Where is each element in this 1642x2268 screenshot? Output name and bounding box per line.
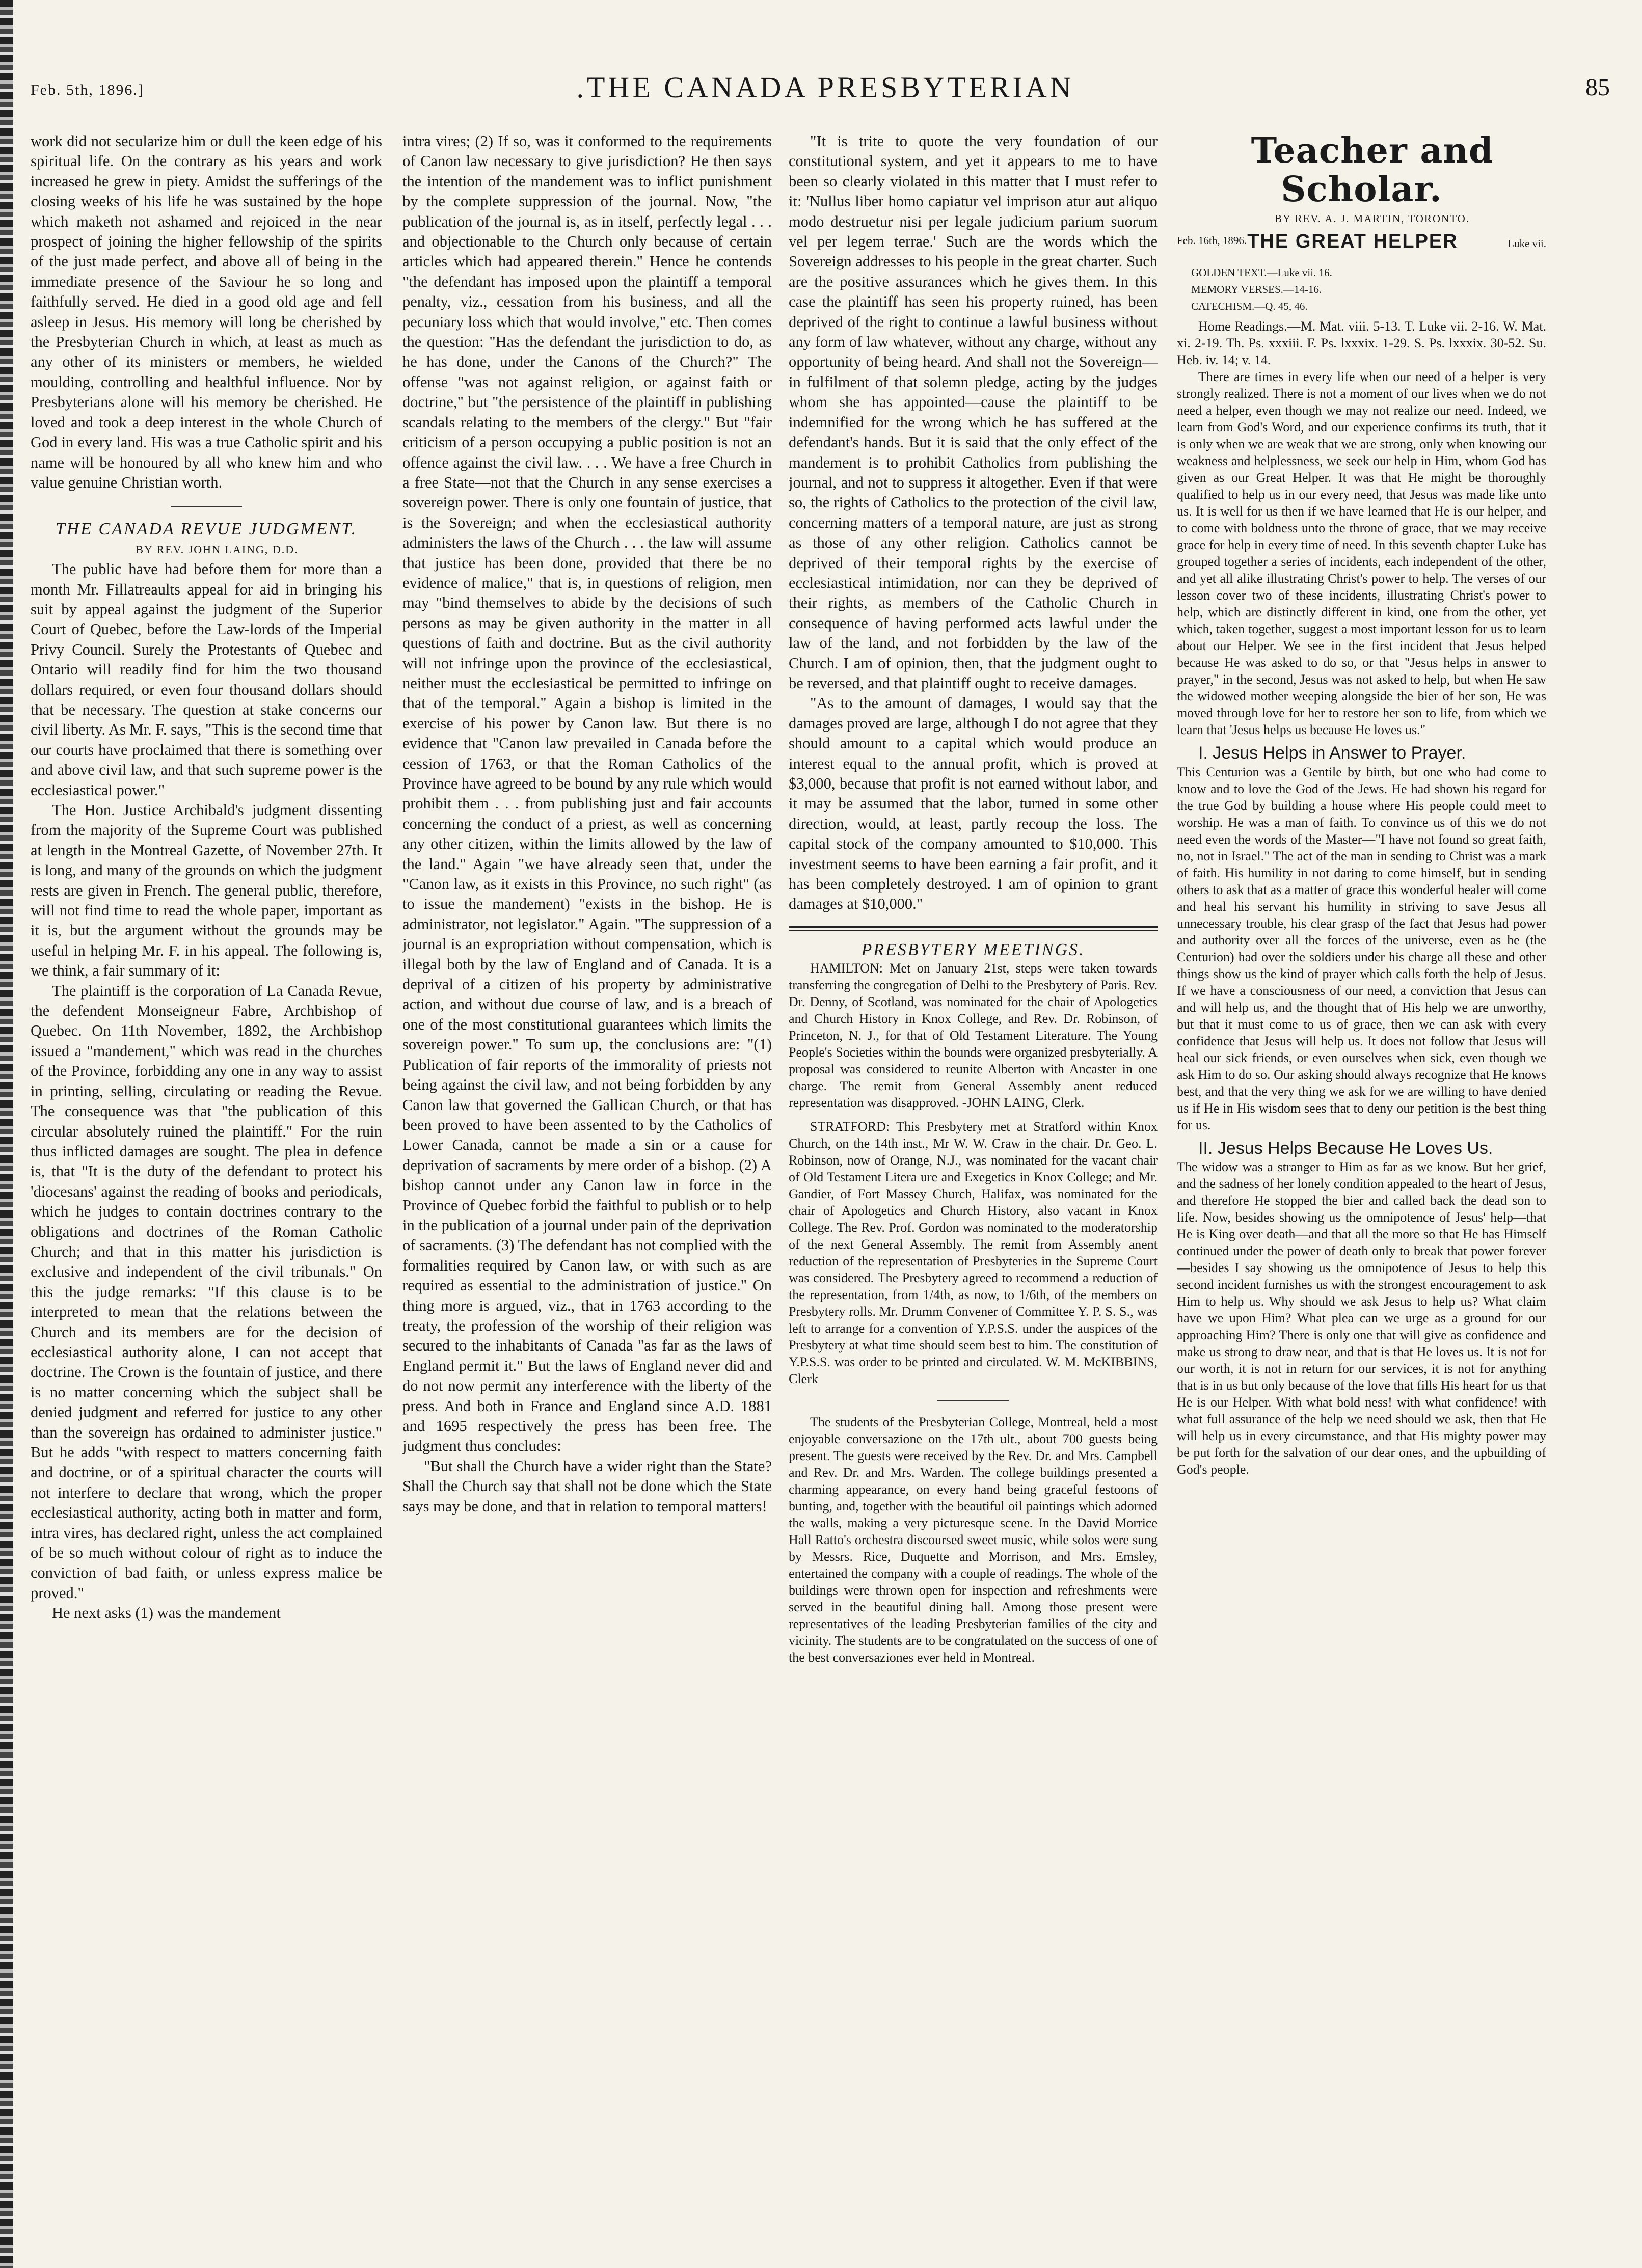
divider bbox=[171, 506, 242, 507]
issue-date: Feb. 5th, 1896.] bbox=[31, 82, 144, 98]
paragraph: The Hon. Justice Archibald's judgment dissenting from the majority of the Supreme Court was published at length in the Montreal Gazette, of November 27th. It is long, and many of the grounds on which the judgment rests are given in French. The general public, therefore, will not find time to read the whole paper, important as it is, but the argument without the grounds may be useful in helping Mr. F. in his appeal. The following is, we think, a fair summary of it: bbox=[31, 801, 382, 980]
paragraph: "But shall the Church have a wider right than the State? Shall the Church say that shall not be done which the State says may be done, and that in relation to temporal matters! bbox=[402, 1457, 772, 1515]
column-2 bbox=[402, 131, 772, 2240]
memory-verses: MEMORY VERSES.—14-16. bbox=[1191, 283, 1322, 296]
paragraph: There are times in every life when our need of a helper is very strongly realized. There is not a moment of our lives when we do not need a helper, even though we may not realize our need. Indeed, we learn from God's Word, and our experience confirms its truth, that it is only when we are weak that we are strong, only when knowing our weakness and helplessness, we seek our help in Him, whom God has given as our Great Helper. It was that He might be thoroughly qualified to help us in our every need, that Jesus was made like unto us. It is well for us then if we have learned that He is our helper, and to come with boldness unto the throne of grace, that we may receive grace for help in every time of need. In this seventh chapter Luke has grouped together a series of incidents, each independent of the other, and yet all alike illustrating Christ's power to help. The verses of our lesson cover two of these incidents, illustrating Christ's power to help, which are distinctly different in kind, one from the other, yet which, taken together, suggest a most important lesson for us to learn about our Helper. We see in the first incident that Jesus helped because He was asked to do so, or that "Jesus helps in answer to prayer," in the second, Jesus was not asked to help, but when He saw the widowed mother weeping alongside the bier of her son, He was moved through love for her to restore her son to life, from which we learn that 'Jesus helps us because He loves us." bbox=[1177, 369, 1546, 738]
golden-text: GOLDEN TEXT.—Luke vii. 16. bbox=[1191, 266, 1332, 279]
paragraph: The widow was a stranger to Him as far as we know. But her grief, and the sadness of her lonely condition appealed to the heart of Jesus, and therefore He stopped the bier and called back the dead son to life. Now, besides showing us the omnipotence of Jesus' help—that He is King over death—and that all the more so that He has Himself continued under the power of death only to break that power forever—besides I say showing us the omnipotence of Jesus to help this second incident furnishes us with the strongest encouragement to ask Him to help us. Why should we ask Jesus to help us? What claim have we upon Him? What plea can we urge as a ground for our approaching Him? There is only one that will give as confidence and make us strong to draw near, and that is that He loves us. It is not for our worth, it is not in return for our services, it is not for anything that is in us but only because of the love that fills His heart for us that He is our Helper. With what bold ness! with what confidence! with what full assurance of the help we need should we ask, then that He will help us in every circumstance, and that His mighty power may be put forth for the salvation of our dear ones, and the upbuilding of God's people. bbox=[1177, 1159, 1546, 1477]
paragraph: The plaintiff is the corporation of La Canada Revue, the defendent Monseigneur Fabre, Archbishop of Quebec. On 11th November, 1892, the Archbishop issued a "mandement," which was read in the churches of the Province, forbidding any one in any way to assist in printing, selling, circulating or reading the Revue. The consequence was that "the publication of this circular absolutely ruined the plaintiff." For the ruin thus inflicted damages are sought. The plea in defence is, that "It is the duty of the defendant to protect his 'diocesans' against the reading of books and periodicals, which he judges to contain doctrines contrary to the obligations and doctrines of the Roman Catholic Church; and that in this matter his jurisdiction is exclusive and independent of the civil tribunals." On this the judge remarks: "If this clause is to be interpreted to mean that the relations between the Church and its members are for the decision of ecclesiastical authority alone, I can not accept that doctrine. The Crown is the fountain of justice, and there is no matter concerning which the subject shall be denied judgment and referred for justice to any other than the sovereign has ordained to administer justice." But he adds "with respect to matters concerning faith and doctrine, or of a spiritual character the courts will not interfere to declare that wrong, which the proper ecclesiastical authority, acting both in matter and form, intra vires, has declared right, unless the act complained of be so much without colour of right as to induce the conviction of bad faith, or unless express malice be proved." bbox=[31, 982, 382, 1602]
home-readings: Home Readings.—M. Mat. viii. 5-13. T. Luke vii. 2-16. W. Mat. xi. 2-19. Th. Ps. xxxiii. F. Ps. lxxxix. 1-29. S. Ps. lxxxix. 30-52. Su. Heb. iv. 14; v. 14. bbox=[1177, 319, 1546, 368]
column-4 bbox=[1177, 131, 1546, 2240]
paragraph: "As to the amount of damages, I would say that the damages proved are large, although I do not agree that they should amount to a capital which would produce an interest equal to the annual profit, which is proved at $3,000, because that profit is not earned without labor, and it may be assumed that the labor, turned in some other direction, would, at least, partly recoup the loss. The capital stock of the company amounted to $10,000. This investment seems to have been earning a fair profit, and it has been completely destroyed. I am of opinion to grant damages at $10,000." bbox=[789, 694, 1158, 913]
paragraph-hamilton: HAMILTON: Met on January 21st, steps were taken towards transferring the congregation of Delhi to the Presbytery of Paris. Rev. Dr. Denny, of Scotland, was nominated for the chair of Apologetics and Church History in Knox College, and Rev. Dr. Robinson, of Princeton, N. J., for that of Old Testament Literature. The Young People's Societies within the bounds were organized presbyterially. A proposal was considered to reunite Alberton with Ancaster in one charge. The remit from General Assembly anent reduced representation was disapproved. -JOHN LAING, Clerk. bbox=[789, 961, 1158, 1111]
section-title-presbytery-meetings: PRESBYTERY MEETINGS. bbox=[861, 940, 1085, 959]
paragraph: "It is trite to quote the very foundation of our constitutional system, and yet it appears to me to have been so clearly violated in this matter that I must refer to it: 'Nullus liber homo capiatur vel imprison atur aut aliquo modo destruetur nisi per legale judicium parium suorum vel per legem terrae.' Such are the words which the Sovereign addresses to his people in the great charter. Such are the positive assurances which he gives them. In this case the plaintiff has seen his property ruined, has been deprived of the right to continue a lawful business without any form of law whatever, without any charge, without any opportunity of being heard. And shall not the Sovereign—in fulfilment of that solemn pledge, acting by the judges whom she has appointed—cause the plaintiff to be indemnified for the wrong which he has suffered at the defendant's hands. But it is said that the only effect of the mandement is to prohibit Catholics from publishing the journal, and not to suppress it altogether. Even if that were so, the rights of Catholics to the protection of the civil law, concerning matters of a temporal nature, are just as strong as those of any other religion. Catholics cannot be deprived of their temporal rights by the exercise of ecclesiastical intimidation, nor can they be deprived of their rights, as members of the Catholic Church in consequence of having performed acts lawful under the law of the land, and not forbidden by the law of the Church. I am of opinion, then, that the judgment ought to be reversed, and that plaintiff ought to receive damages. bbox=[789, 132, 1158, 692]
binding-edge bbox=[0, 0, 13, 2268]
lesson-header bbox=[1177, 229, 1546, 259]
lesson-reference: Luke vii. bbox=[1508, 237, 1546, 250]
publication-title: .THE CANADA PRESBYTERIAN bbox=[576, 71, 1074, 104]
lesson-title: THE GREAT HELPER bbox=[1247, 231, 1458, 253]
section-title-revue-judgment: THE CANADA REVUE JUDGMENT. bbox=[55, 520, 358, 539]
byline: BY REV. JOHN LAING, D.D. bbox=[136, 543, 299, 556]
divider bbox=[937, 1400, 1009, 1401]
lesson-date: Feb. 16th, 1896. bbox=[1177, 234, 1247, 247]
paragraph: This Centurion was a Gentile by birth, but one who had come to know and to love the God of the Jews. He had shown his regard for the true God by building a house where His people could meet to worship. He was a man of faith. To convince us of this we do not need even the words of the Master—"I have not found so great faith, no, not in Israel." The act of the man in sending to Christ was a mark of faith. His humility in not daring to come himself, but in sending others to ask that as a matter of grace this wonderful healer will come and heal his servant his humility in striving to save Jesus all unnecessary trouble, his clear grasp of the fact that Jesus had power and authority over all the forces of the universe, even as he (the Centurion) had over the soldiers under his charge all these and other things show us the kind of prayer which calls forth the help of Jesus. If we have a consciousness of our need, a conviction that Jesus can and will help us, and the thought that of His help we are unworthy, but that it must come to us of grace, then we can ask with every confidence that Jesus will help us. It does not follow that Jesus will heal our sick friends, or even ourselves when sick, even though we ask Him to do so. Our asking should always recognize that He knows best, and that the very thing we ask for we are willing to have denied us if He in His wisdom sees that to deny our petition is the best thing for us. bbox=[1177, 764, 1546, 1132]
column-3 bbox=[789, 131, 1158, 2240]
paragraph-montreal: The students of the Presbyterian College, Montreal, held a most enjoyable conversazione on the 17th ult., about 700 guests being present. The guests were received by the Rev. Dr. and Mrs. Campbell and Rev. Dr. and Mrs. Warden. The college buildings presented a charming appearance, on every hand being graceful festoons of bunting, and, together with the beautiful oil paintings which adorned the walls, making a very picturesque scene. In the David Morrice Hall Ratto's orchestra discoursed sweet music, while solos were sung by Messrs. Rice, Duquette and Morrison, and Mrs. Emsley, entertained the company with a couple of readings. The whole of the buildings were thrown open for inspection and refreshments were served in the beautiful dining hall. Among those present were representatives of the leading Presbyterian families of the city and vicinity. The students are to be congratulated on the success of one of the best conversaziones ever held in Montreal. bbox=[789, 1415, 1158, 1665]
paragraph: The public have had before them for more than a month Mr. Fillatreaults appeal for aid in bringing his suit by appeal against the judgment of the Superior Court of Quebec, before the Law-lords of the Imperial Privy Council. Surely the Protestants of Quebec and Ontario will readily find for him the two thousand dollars required, or even four thousand dollars should that be necessary. The question at stake concerns our civil liberty. As Mr. F. says, "This is the second time that our courts have proclaimed that there is something over and above civil law, and that such supreme power is the ecclesiastical power." bbox=[31, 560, 382, 799]
page-number: 85 bbox=[1585, 74, 1610, 101]
paragraph: intra vires; (2) If so, was it conformed to the requirements of Canon law necessary to give jurisdiction? He then says the intention of the mandement was to inflict punishment by the complete suppression of the journal. Now, "the publication of the journal is, as in itself, perfectly legal . . . and objectionable to the Church only because of certain articles which had appeared therein." Hence he contends "the defendant has imposed upon the plaintiff a temporal penalty, viz., cessation from his business, and all the pecuniary loss which that would involve," etc. Then comes the question: "Has the defendant the jurisdiction to do, as he has done, under the Canons of the Church?" The offense "was not against religion, or against faith or doctrine," but "the persistence of the plaintiff in publishing scandals relating to the members of the clergy." But "fair criticism of a person occupying a public position is not an offence against the civil law. . . . We have a free Church in a free State—not that the Church in any sense exercises a sovereign power. There is only one fountain of justice, that is the Sovereign; and when the ecclesiastical authority administers the laws of the Church . . . the law will assume that justice has been done, provided that there be no evidence of malice," that is, in questions of religion, men may "bind themselves to abide by the decisions of such persons as may be given authority in the matter in all questions of faith and doctrine. But as the civil authority will not infringe upon the province of the ecclesiastical, neither must the ecclesiastical be permitted to infringe on that of the temporal." Again a bishop is limited in the exercise of his power by Canon law. But there is no evidence that "Canon law prevailed in Canada before the cession of 1763, or that the Roman Catholics of the Province have agreed to be bound by any rule which would prohibit them . . . from publishing just and fair accounts concerning the conduct of a priest, as well as concerning any other citizen, within the limits allowed by the law of the land." Again "we have already seen that, under the "Canon law, as it exists in this Province, no such right" (as to issue the mandement) "exists in the bishop. He is administrator, not legislator." Again. "The suppression of a journal is an expropriation without compensation, which is illegal both by the law of England and of Canada. It is a deprival of a citizen of his property by administrative action, and without due course of law, and is a breach of one of the most constitutional guarantees which limits the sovereign power." To sum up, the conclusions are: "(1) Publication of fair reports of the immorality of priests not being against the civil law, and not being forbidden by any Canon law that governed the Gallican Church, or that has been proved to have been assented to by the Catholics of Lower Canada, cannot be made a sin or a cause for deprivation of sacraments by mere order of a bishop. (2) A bishop cannot under any Canon law in force in the Province of Quebec forbid the faithful to publish or to help in the publication of a journal under pain of the deprivation of sacraments. (3) The defendant has not complied with the formalities required by Canon law, or with such as are required as essential to the administration of justice." On thing more is argued, viz., that in 1763 according to the treaty, the profession of the worship of their religion was secured to the inhabitants of Canada "as far as the laws of England permit it." But the laws of England never did and do not now permit any interference with the liberty of the press. And both in France and England since A.D. 1881 and 1695 respectively the press has been free. The judgment thus concludes: bbox=[402, 132, 772, 1455]
column-1 bbox=[31, 131, 382, 2240]
catechism: CATECHISM.—Q. 45, 46. bbox=[1191, 300, 1308, 313]
byline: BY REV. A. J. MARTIN, TORONTO. bbox=[1274, 212, 1470, 225]
obituary-paragraph: work did not secularize him or dull the keen edge of his spiritual life. On the contrary as his years and work increased he grew in piety. Amidst the sufferings of the closing weeks of his life he was sustained by the hope which maketh not ashamed and rejoiced in the near prospect of joining the higher fellowship of the spirits of the just made perfect, and above all of being in the immediate presence of the Saviour he so long and faithfully served. He died in a good old age and fell asleep in Jesus. His memory will long be cherished by the Presbyterian Church in which, at least as much as any other of its ministers or members, he wielded moulding, controlling and healthful influence. Nor by Presbyterians alone will his memory be cherished. He loved and took a deep interest in the whole Church of God in every land. His was a true Catholic spirit and his name will be honoured by all who knew him and who value genuine Christian worth. bbox=[31, 132, 382, 491]
subheading-loves-us: II. Jesus Helps Because He Loves Us. bbox=[1198, 1138, 1493, 1158]
paragraph-stratford: STRATFORD: This Presbytery met at Stratford within Knox Church, on the 14th inst., Mr W. W. Craw in the chair. Dr. Geo. L. Robinson, now of Orange, N.J., was nominated for the vacant chair of Old Testament Litera ure and Exegetics in Knox College; and Mr. Gandier, of Fort Massey Church, Halifax, was nominated for the chair of Apologetics and Church History, also vacant in Knox College. The Rev. Prof. Gordon was nominated to the moderatorship of the next General Assembly. The remit from Assembly anent reduction of the representation of Presbyteries in the Supreme Court was considered. The Presbytery agreed to recommend a reduction of the representation, from 1/4th, as now, to 1/6th, of the members on Presbytery rolls. Mr. Drumm Convener of Committee Y. P. S. S., was left to arrange for a convention of Y.P.S.S. under the auspices of the Presbytery at what time should seem best to him. The constitution of Y.P.S.S. was order to be printed and circulated. W. M. McKIBBINS, Clerk bbox=[789, 1119, 1158, 1387]
divider bbox=[789, 926, 1158, 931]
subheading-prayer: I. Jesus Helps in Answer to Prayer. bbox=[1198, 743, 1466, 763]
section-title-teacher-scholar: Teacher and Scholar. bbox=[1251, 131, 1494, 210]
page-header bbox=[31, 61, 1610, 112]
paragraph: He next asks (1) was the mandement bbox=[52, 1604, 281, 1622]
